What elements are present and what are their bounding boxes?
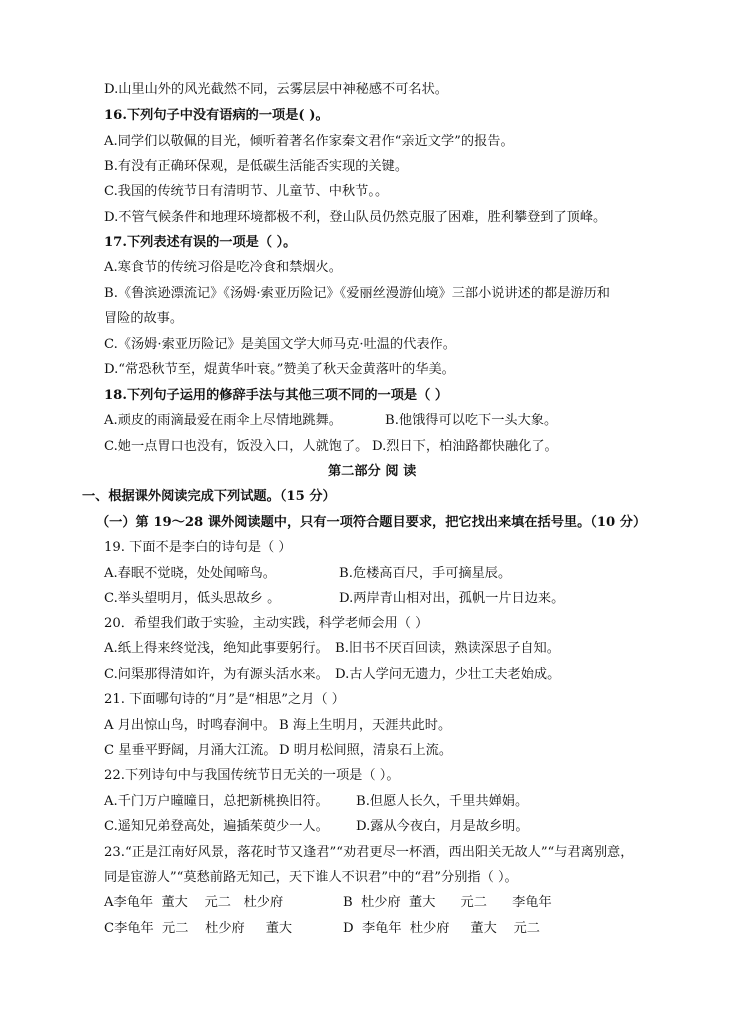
q23-stem-line1: 23.“正是江南好风景，落花时节又逢君”“劝君更尽一杯酒，西出阳关无故人”“与君离别意， <box>104 845 634 860</box>
q19-option-d: D.两岸青山相对出，孤帆一片日边来。 <box>339 591 565 606</box>
q17-stem: 17.下列表述有误的一项是（ ）。 <box>104 235 297 250</box>
q22-option-b: B.但愿人长久，千里共婵娟。 <box>356 794 529 809</box>
q19-option-b: B.危楼高百尺，手可摘星辰。 <box>339 566 512 581</box>
q19-stem: 19. 下面不是李白的诗句是（ ） <box>104 540 292 555</box>
q21-option-a: A 月出惊山鸟，时鸣春涧中。 <box>104 718 276 733</box>
q23-option-a: A李龟年 董大 元二 杜少府 <box>104 895 284 910</box>
q20-option-b: B.旧书不厌百回读，熟读深思子自知。 <box>335 641 560 656</box>
q16-option-c: C.我国的传统节日有清明节、儿童节、中秋节。。 <box>104 184 389 199</box>
q20-stem: 20．希望我们敢于实验，主动实践，科学老师会用（ ） <box>104 616 429 631</box>
q18-option-a: A.顽皮的雨滴最爱在雨伞上尽情地跳舞。 <box>104 413 342 428</box>
q23-stem-line2: 同是宦游人”“莫愁前路无知己，天下谁人不识君”中的“君”分别指（ ）。 <box>104 870 518 885</box>
q22-stem: 22.下列诗句中与我国传统节日无关的一项是（ ）。 <box>104 768 400 783</box>
q20-option-a: A.纸上得来终觉浅，绝知此事要躬行。 <box>104 641 329 656</box>
q19-option-a: A.春眠不觉晓，处处闻啼鸟。 <box>104 566 276 581</box>
part2-title: 第二部分 阅 读 <box>328 464 417 479</box>
q17-option-d: D.“常恐秋节至，焜黄华叶衰。”赞美了秋天金黄落叶的华美。 <box>104 362 455 377</box>
q20-option-c: C.问渠那得清如许，为有源头活水来。 <box>104 667 329 682</box>
q21-option-d: D 明月松间照，清泉石上流。 <box>279 743 453 758</box>
q17-option-b-line1: B.《鲁滨逊漂流记》《汤姆·索亚历险记》《爱丽丝漫游仙境》三部小说讲述的都是游历和 <box>104 286 610 301</box>
q15-option-d: D.山里山外的风光截然不同，云雾层层中神秘感不可名状。 <box>104 82 448 97</box>
q20-option-d: D.古人学问无遗力，少壮工夫老始成。 <box>335 667 561 682</box>
subsection1-heading: （一）第 19～28 课外阅读题中，只有一项符合题目要求，把它找出来填在括号里。（10 分） <box>96 515 647 530</box>
q17-option-c: C.《汤姆·索亚历险记》是美国文学大师马克·吐温的代表作。 <box>104 337 456 352</box>
q19-option-c: C.举头望明月，低头思故乡 。 <box>104 591 281 606</box>
q23-option-c: C李龟年 元二 杜少府 董大 <box>104 921 293 936</box>
q18-stem: 18.下列句子运用的修辞手法与其他三项不同的一项是（ ） <box>104 388 449 403</box>
q22-option-d: D.露从今夜白，月是故乡明。 <box>356 819 529 834</box>
q18-option-c: C.她一点胃口也没有，饭没入口，人就饱了。 <box>104 439 369 454</box>
q23-option-d: D 李龟年 杜少府 董大 元二 <box>343 921 540 936</box>
q18-option-b: B.他饿得可以吃下一头大象。 <box>385 413 558 428</box>
q18-option-d: D.烈日下，柏油路都快融化了。 <box>372 439 558 454</box>
q16-option-b: B.有没有正确环保观，是低碳生活能否实现的关键。 <box>104 159 409 174</box>
q17-option-b-line2: 冒险的故事。 <box>104 311 184 326</box>
q21-option-b: B 海上生明月，天涯共此时。 <box>279 718 452 733</box>
q21-option-c: C 星垂平野阔，月涌大江流。 <box>104 743 277 758</box>
q16-option-d: D.不管气候条件和地理环境都极不利，登山队员仍然克服了困难，胜利攀登到了顶峰。 <box>104 210 607 225</box>
section1-heading: 一、根据课外阅读完成下列试题。（15 分） <box>82 489 336 504</box>
q21-stem: 21. 下面哪句诗的“月”是“相思”之月（ ） <box>104 692 345 707</box>
q22-option-a: A.千门万户曈曈日，总把新桃换旧符。 <box>104 794 329 809</box>
q16-stem: 16.下列句子中没有语病的一项是( )。 <box>104 108 329 123</box>
q22-option-c: C.遥知兄弟登高处，遍插茱萸少一人。 <box>104 819 329 834</box>
q17-option-a: A.寒食节的传统习俗是吃冷食和禁烟火。 <box>104 260 342 275</box>
q23-option-b: B 杜少府 董大 元二 李龟年 <box>343 895 552 910</box>
q16-option-a: A.同学们以敬佩的目光，倾听着著名作家秦文君作“亲近文学”的报告。 <box>104 134 514 149</box>
